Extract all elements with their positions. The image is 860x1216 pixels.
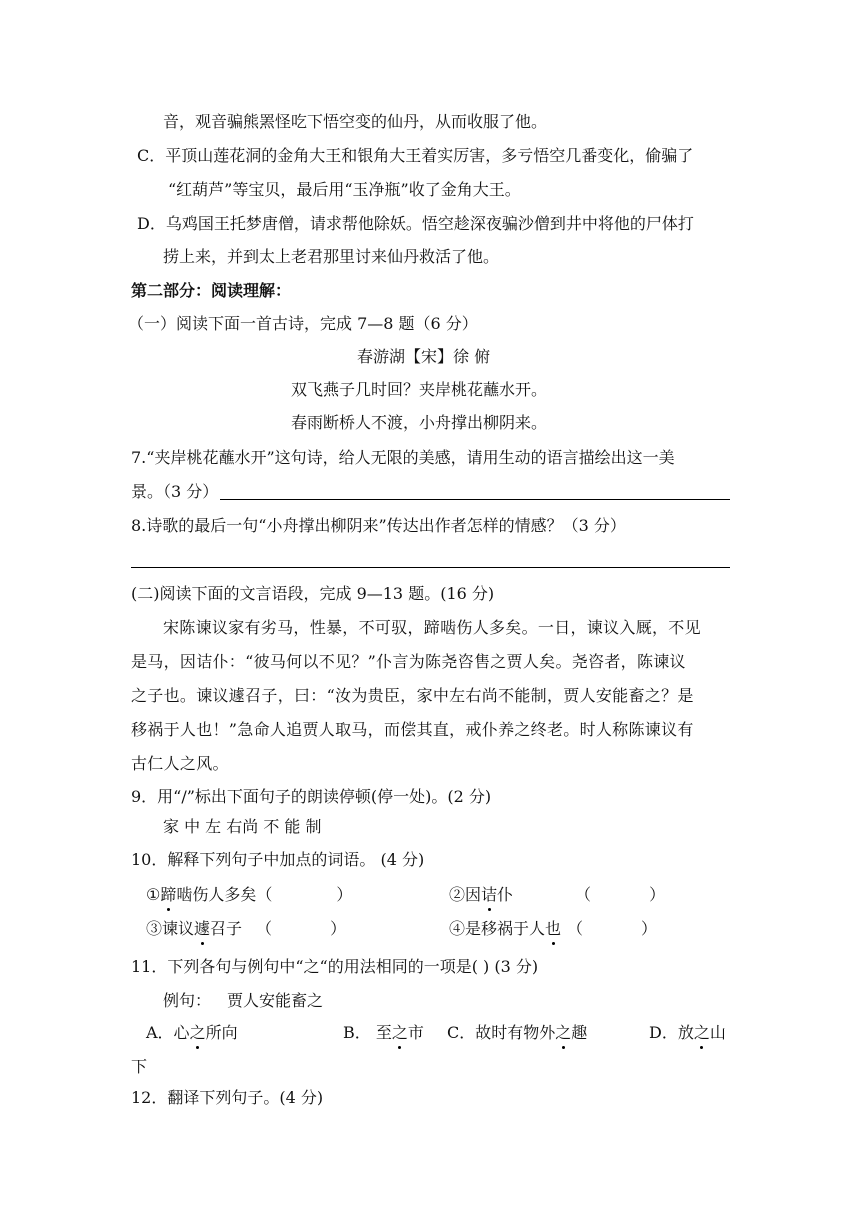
emphasis-dot-word: 遽 [194, 919, 211, 938]
answer-blank-8[interactable] [131, 567, 730, 568]
option-c-line-1: C．平顶山莲花洞的金角大王和银角大王着实厉害，多亏悟空几番变化，偷骗了 [137, 146, 694, 165]
emphasis-dot-word: 也 [545, 919, 562, 938]
question-12: 12．翻译下列句子。(4 分) [131, 1088, 324, 1107]
part-2-instructions: (二)阅读下面的文言语段，完成 9—13 题。(16 分) [131, 584, 495, 603]
emphasis-dot-word: 之 [555, 1023, 572, 1042]
question-11-option-d-wrap: 下 [131, 1057, 148, 1076]
emphasis-dot-word: 之 [189, 1023, 206, 1042]
poem-title: 春游湖【宋】徐 俯 [357, 347, 491, 366]
classical-text-line-2: 是马，因诘仆：“彼马何以不见？”仆言为陈尧咨售之贾人矣。尧咨者，陈谏议 [131, 652, 686, 671]
question-7-line-1: 7.“夹岸桃花蘸水开”这句诗，给人无限的美感，请用生动的语言描绘出这一美 [131, 448, 675, 467]
question-11-example: 例句： 贾人安能畜之 [163, 991, 324, 1010]
classical-text-line-1: 宋陈谏议家有劣马，性暴，不可驭，蹄啮伤人多矣。一日，谏议入厩，不见 [163, 618, 701, 637]
question-9-sentence: 家 中 左 右尚 不 能 制 [163, 817, 322, 836]
section-2-heading: 第二部分：阅读理解： [131, 281, 292, 300]
classical-text-line-4: 移祸于人也！”急命人追贾人取马，而偿其直，戒仆养之终老。时人称陈谏议有 [131, 720, 694, 739]
emphasis-dot-word: 之 [693, 1023, 710, 1042]
question-10-item-3: ③谏议遽召子 （ ） [146, 919, 347, 938]
option-d-line-2: 捞上来，并到太上老君那里讨来仙丹救活了他。 [163, 247, 500, 266]
question-11-option-a[interactable]: A．心之所向 [146, 1023, 238, 1042]
question-11-option-b[interactable]: B． 至之市 [343, 1023, 424, 1042]
question-10-item-1: ①蹄啮伤人多矣（ ） [146, 885, 353, 904]
question-10-item-2: ②因诘仆 （ ） [449, 885, 666, 904]
question-8: 8.诗歌的最后一句“小舟撑出柳阴来”传达出作者怎样的情感？（3 分） [131, 516, 626, 535]
option-c-line-2: “红葫芦”等宝贝，最后用“玉净瓶”收了金角大王。 [168, 180, 521, 199]
part-1-instructions: （一）阅读下面一首古诗，完成 7—8 题（6 分） [128, 314, 478, 333]
question-11-option-d[interactable]: D．放之山 [649, 1023, 726, 1042]
poem-line-2: 春雨断桥人不渡，小舟撑出柳阴来。 [291, 413, 548, 432]
emphasis-dot-word: 之 [391, 1023, 408, 1042]
option-b-continuation: 音，观音骗熊罴怪吃下悟空变的仙丹，从而收服了他。 [163, 112, 548, 131]
question-11-option-c[interactable]: C．故时有物外之趣 [447, 1023, 588, 1042]
poem-line-1: 双飞燕子几时回？夹岸桃花蘸水开。 [291, 380, 548, 399]
question-10-item-4: ④是移祸于人也 （ ） [449, 919, 658, 938]
classical-text-line-5: 古仁人之风。 [131, 754, 229, 773]
emphasis-dot-word: 蹄 [160, 885, 177, 904]
question-10: 10．解释下列句子中加点的词语。 (4 分) [131, 850, 425, 869]
emphasis-dot-word: 诘 [481, 885, 498, 904]
option-d-line-1: D．乌鸡国王托梦唐僧，请求帮他除妖。悟空趁深夜骗沙僧到井中将他的尸体打 [137, 214, 694, 233]
question-11: 11．下列各句与例句中“之“的用法相同的一项是( ) (3 分) [131, 957, 539, 976]
classical-text-line-3: 之子也。谏议遽召子，曰：“汝为贵臣，家中左右尚不能制，贾人安能畜之？是 [131, 686, 694, 705]
question-7-points: 景。（3 分） [131, 482, 219, 501]
question-9: 9．用“/”标出下面句子的朗读停顿(停一处)。(2 分) [131, 787, 492, 806]
answer-blank-7[interactable] [220, 499, 730, 500]
question-7-line-2 [131, 481, 218, 503]
